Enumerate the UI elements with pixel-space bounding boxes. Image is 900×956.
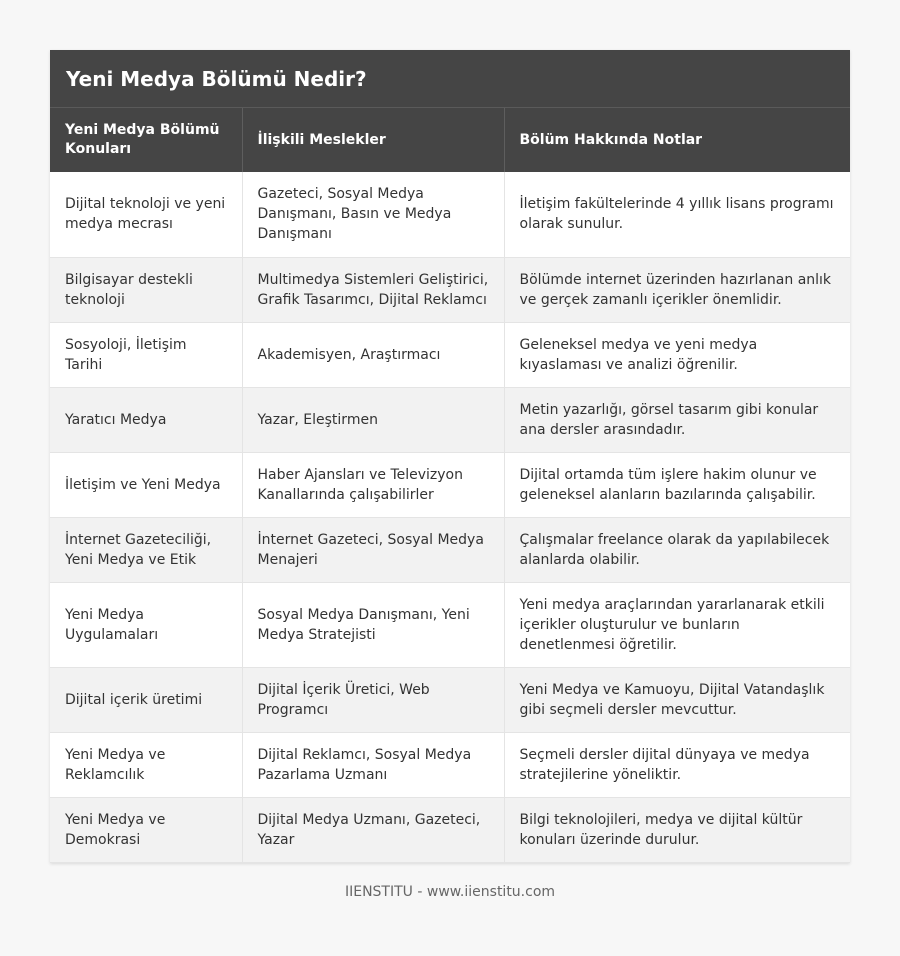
profession-cell: İnternet Gazeteci, Sosyal Medya Menajeri	[242, 517, 504, 582]
footer-credit: IIENSTITU - www.iienstitu.com	[344, 884, 556, 900]
header-row	[50, 108, 850, 172]
topic-cell: Yaratıcı Medya	[50, 387, 242, 452]
topic-cell: Dijital teknoloji ve yeni medya mecrası	[50, 172, 242, 257]
profession-cell: Dijital Reklamcı, Sosyal Medya Pazarlama Uzmanı	[242, 732, 504, 797]
note-cell: Dijital ortamda tüm işlere hakim olunur ve geleneksel alanların bazılarında çalışabilir.	[504, 452, 850, 517]
table-row	[50, 582, 850, 667]
profession-cell: Multimedya Sistemleri Geliştirici, Grafik Tasarımcı, Dijital Reklamcı	[242, 257, 504, 322]
note-cell: Bölümde internet üzerinden hazırlanan anlık ve gerçek zamanlı içerikler önemlidir.	[504, 257, 850, 322]
table-row	[50, 452, 850, 517]
topic-cell: Dijital içerik üretimi	[50, 667, 242, 732]
profession-cell: Akademisyen, Araştırmacı	[242, 322, 504, 387]
topic-cell: Yeni Medya Uygulamaları	[50, 582, 242, 667]
note-cell: Çalışmalar freelance olarak da yapılabilecek alanlarda olabilir.	[504, 517, 850, 582]
note-cell: Yeni Medya ve Kamuoyu, Dijital Vatandaşlık gibi seçmeli dersler mevcuttur.	[504, 667, 850, 732]
note-cell: Seçmeli dersler dijital dünyaya ve medya stratejilerine yöneliktir.	[504, 732, 850, 797]
topic-cell: İnternet Gazeteciliği, Yeni Medya ve Etik	[50, 517, 242, 582]
table-row	[50, 172, 850, 257]
info-table-card	[50, 50, 850, 863]
table-row	[50, 517, 850, 582]
topic-cell: Yeni Medya ve Reklamcılık	[50, 732, 242, 797]
table-row	[50, 257, 850, 322]
column-header-topics: Yeni Medya Bölümü Konuları	[50, 108, 242, 172]
topic-cell: Bilgisayar destekli teknoloji	[50, 257, 242, 322]
table-row	[50, 387, 850, 452]
topic-cell: Sosyoloji, İletişim Tarihi	[50, 322, 242, 387]
topics-table	[50, 108, 850, 863]
table-row	[50, 667, 850, 732]
column-header-notes: Bölüm Hakkında Notlar	[504, 108, 850, 172]
topic-cell: Yeni Medya ve Demokrasi	[50, 797, 242, 862]
profession-cell: Gazeteci, Sosyal Medya Danışmanı, Basın ve Medya Danışmanı	[242, 172, 504, 257]
note-cell: Metin yazarlığı, görsel tasarım gibi konular ana dersler arasındadır.	[504, 387, 850, 452]
table-row	[50, 732, 850, 797]
column-header-professions: İlişkili Meslekler	[242, 108, 504, 172]
note-cell: Bilgi teknolojileri, medya ve dijital kültür konuları üzerinde durulur.	[504, 797, 850, 862]
topic-cell: İletişim ve Yeni Medya	[50, 452, 242, 517]
table-title: Yeni Medya Bölümü Nedir?	[50, 50, 850, 108]
note-cell: Geleneksel medya ve yeni medya kıyaslaması ve analizi öğrenilir.	[504, 322, 850, 387]
profession-cell: Sosyal Medya Danışmanı, Yeni Medya Stratejisti	[242, 582, 504, 667]
note-cell: Yeni medya araçlarından yararlanarak etkili içerikler oluşturulur ve bunların denetlenmesi öğretilir.	[504, 582, 850, 667]
profession-cell: Haber Ajansları ve Televizyon Kanallarında çalışabilirler	[242, 452, 504, 517]
table-row	[50, 797, 850, 862]
profession-cell: Dijital Medya Uzmanı, Gazeteci, Yazar	[242, 797, 504, 862]
profession-cell: Yazar, Eleştirmen	[242, 387, 504, 452]
note-cell: İletişim fakültelerinde 4 yıllık lisans programı olarak sunulur.	[504, 172, 850, 257]
table-row	[50, 322, 850, 387]
profession-cell: Dijital İçerik Üretici, Web Programcı	[242, 667, 504, 732]
